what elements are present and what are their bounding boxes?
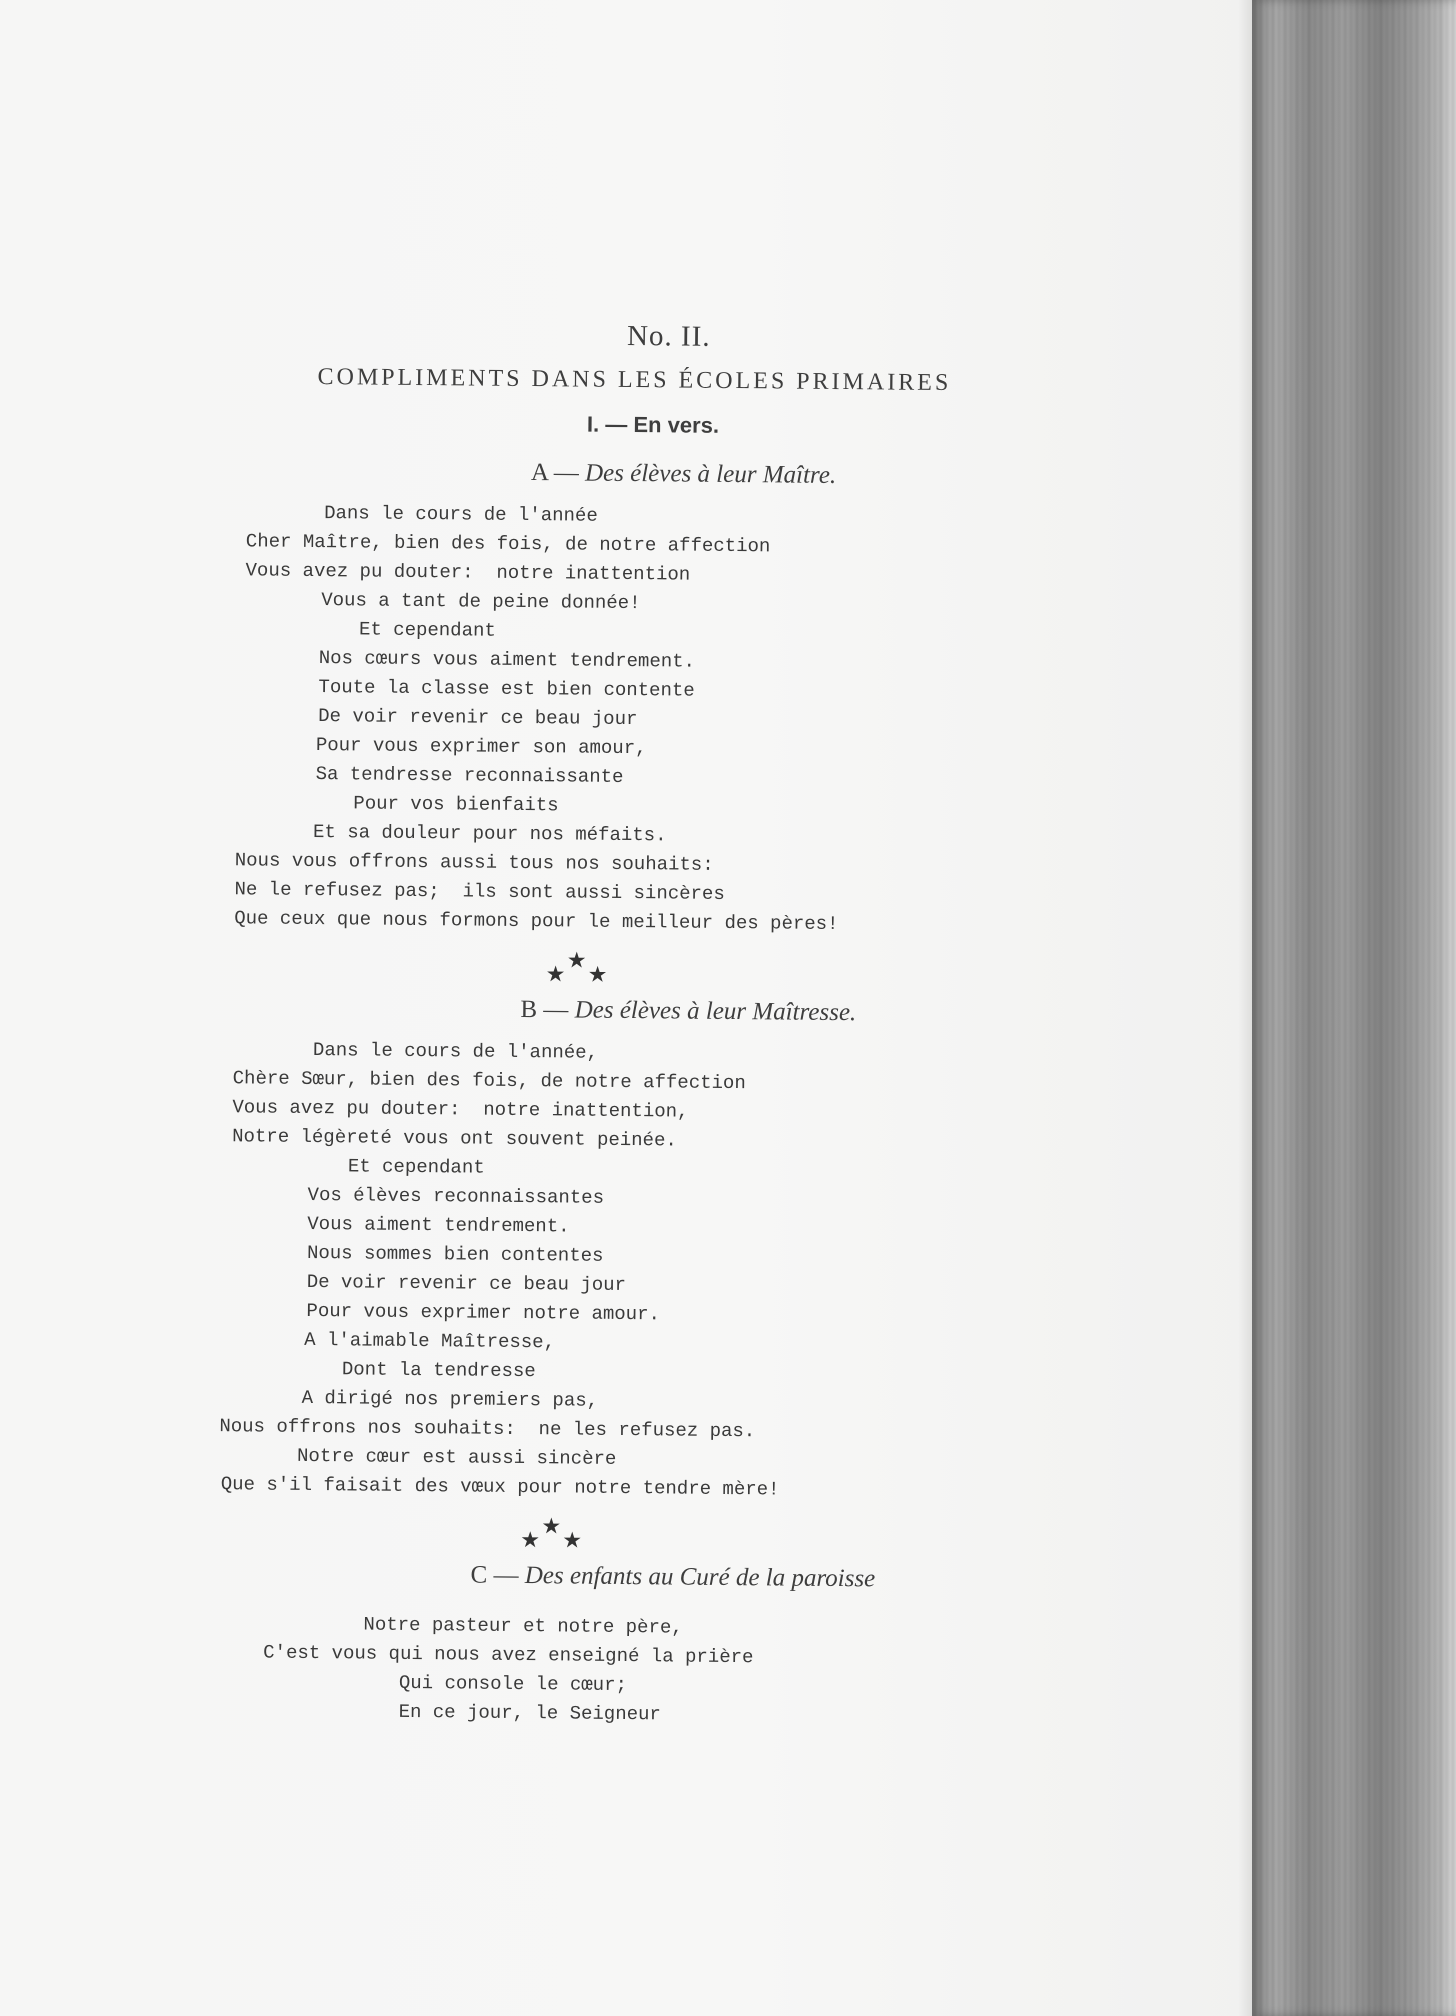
poem-line: En ce jour, le Seigneur <box>398 1700 661 1726</box>
poem-line: Nous vous offrons aussi tous nos souhaits: <box>234 849 714 876</box>
poem-line: Pour vous exprimer son amour, <box>315 734 647 760</box>
subsection-description: Des élèves à leur Maître. <box>584 459 837 489</box>
poem-line: Vous aiment tendrement. <box>307 1212 570 1238</box>
poem-line: C'est vous qui nous avez enseigné la prière <box>263 1641 754 1669</box>
asterism-divider <box>234 941 1014 996</box>
star-icon: ★ <box>520 1528 541 1554</box>
poem-line: Que s'il faisait des vœux pour notre tendre mère! <box>220 1473 780 1501</box>
poem-line: Nous sommes bien contentes <box>306 1241 604 1267</box>
poem-b <box>219 1035 1013 1506</box>
poem-line: Nous offrons nos souhaits: ne les refusez pas. <box>219 1415 756 1443</box>
star-icon: ★ <box>566 948 587 974</box>
poem-line: A dirigé nos premiers pas, <box>301 1386 599 1412</box>
poem-line: Dans le cours de l'année, <box>312 1038 599 1064</box>
poem-line: Que ceux que nous formons pour le meilleur des pères! <box>234 907 839 936</box>
poem-line: Qui console le cœur; <box>398 1671 628 1697</box>
poem-line: Et cependant <box>358 618 496 642</box>
poem-a <box>234 498 1018 940</box>
star-icon: ★ <box>562 1528 583 1554</box>
poem-line: Notre cœur est aussi sincère <box>296 1444 617 1470</box>
subsection-b-heading <box>363 994 1013 1028</box>
star-icon: ★ <box>545 962 566 988</box>
page-content <box>219 316 1019 1732</box>
section-number: No. II. <box>626 319 711 353</box>
subsection-letter: B — <box>520 995 569 1024</box>
poem-line: Notre légèreté vous ont souvent peinée. <box>232 1125 677 1152</box>
poem-line: Dans le cours de l'année <box>324 502 598 527</box>
poem-line: Et sa douleur pour nos méfaits. <box>312 820 667 847</box>
poem-line: Dont la tendresse <box>341 1358 536 1383</box>
poem-line: Pour vos bienfaits <box>353 792 559 817</box>
book-page-edges <box>1252 0 1456 2016</box>
poem-line: Sa tendresse reconnaissante <box>315 763 624 788</box>
poem-line: Vous avez pu douter: notre inattention <box>245 559 691 586</box>
part-heading: I. — En vers. <box>586 411 720 438</box>
subsection-description: Des élèves à leur Maîtresse. <box>574 996 857 1027</box>
poem-line: De voir revenir ce beau jour <box>306 1270 627 1297</box>
poem-line: Cher Maître, bien des fois, de notre affection <box>245 530 771 558</box>
poem-line: Ne le refusez pas; ils sont aussi sincères <box>234 878 725 905</box>
poem-line: Pour vous exprimer notre amour. <box>306 1299 661 1326</box>
poem-line: Et cependant <box>347 1155 485 1179</box>
poem-line: A l'aimable Maîtresse, <box>304 1328 556 1354</box>
subsection-a-heading <box>348 457 1018 491</box>
star-icon: ★ <box>541 1514 562 1540</box>
subsection-description: Des enfants au Curé de la paroisse <box>524 1562 876 1593</box>
poem-line: De voir revenir ce beau jour <box>318 705 638 731</box>
poem-line: Nos cœurs vous aiment tendrement. <box>318 647 696 673</box>
subsection-c-heading <box>338 1560 1008 1594</box>
poem-line: Vous a tant de peine donnée! <box>321 589 641 615</box>
poem-line: Toute la classe est bien contente <box>318 676 695 702</box>
subsection-letter: C — <box>470 1561 519 1589</box>
poem-line: Vos élèves reconnaissantes <box>307 1183 605 1209</box>
poem-line: Vous avez pu douter: notre inattention, <box>232 1096 689 1123</box>
poem-line: Notre pasteur et notre père, <box>363 1613 683 1639</box>
asterism-divider <box>228 1507 1008 1562</box>
poem-c <box>226 1609 1007 1732</box>
page-title: COMPLIMENTS DANS LES ÉCOLES PRIMAIRES <box>317 364 952 397</box>
subsection-letter: A — <box>530 459 579 487</box>
poem-line: Chère Sœur, bien des fois, de notre affection <box>232 1067 746 1095</box>
star-icon: ★ <box>587 962 608 988</box>
